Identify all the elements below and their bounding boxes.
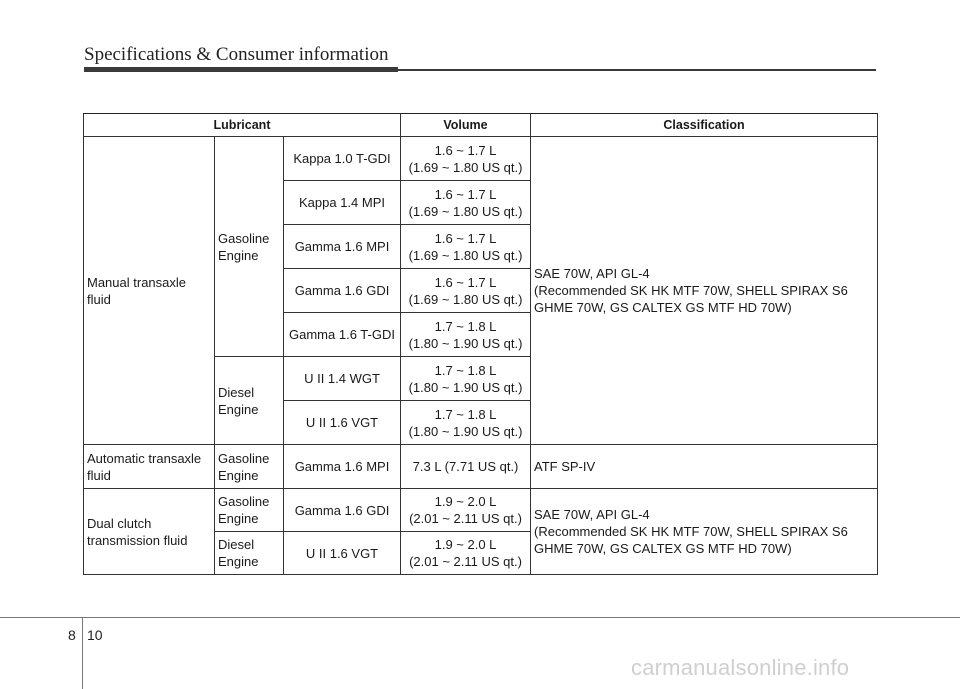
lubricant-dual-clutch: Dual clutch transmission fluid (84, 489, 215, 575)
page-number: 10 (87, 627, 103, 643)
volume-cell: 7.3 L (7.71 US qt.) (401, 445, 531, 489)
volume-cell: 1.9 ~ 2.0 L (2.01 ~ 2.11 US qt.) (401, 532, 531, 575)
fuel-diesel-engine: Diesel Engine (215, 532, 284, 575)
fuel-gasoline-engine: Gasoline Engine (215, 137, 284, 357)
col-header-classification: Classification (531, 114, 878, 137)
table-row (84, 489, 878, 532)
page-title: Specifications & Consumer information (84, 44, 389, 65)
engine-name: U II 1.4 WGT (284, 357, 401, 401)
footer-divider (82, 617, 83, 689)
engine-name: Gamma 1.6 GDI (284, 269, 401, 313)
engine-name: Kappa 1.4 MPI (284, 181, 401, 225)
engine-name: Gamma 1.6 MPI (284, 225, 401, 269)
volume-cell: 1.6 ~ 1.7 L (1.69 ~ 1.80 US qt.) (401, 137, 531, 181)
classification-automatic: ATF SP-IV (531, 445, 878, 489)
header-rule-thin (398, 69, 876, 71)
volume-cell: 1.9 ~ 2.0 L (2.01 ~ 2.11 US qt.) (401, 489, 531, 532)
fuel-diesel-engine: Diesel Engine (215, 357, 284, 445)
volume-cell: 1.7 ~ 1.8 L (1.80 ~ 1.90 US qt.) (401, 357, 531, 401)
engine-name: U II 1.6 VGT (284, 532, 401, 575)
fuel-gasoline-engine: Gasoline Engine (215, 445, 284, 489)
table-header-row (84, 114, 878, 137)
lubricant-manual-transaxle: Manual transaxle fluid (84, 137, 215, 445)
footer-rule (0, 617, 960, 618)
fuel-gasoline-engine: Gasoline Engine (215, 489, 284, 532)
engine-name: Gamma 1.6 MPI (284, 445, 401, 489)
table-row (84, 137, 878, 181)
volume-cell: 1.6 ~ 1.7 L (1.69 ~ 1.80 US qt.) (401, 181, 531, 225)
engine-name: Gamma 1.6 GDI (284, 489, 401, 532)
page-chapter-number: 8 (68, 627, 76, 643)
engine-name: Kappa 1.0 T-GDI (284, 137, 401, 181)
table-row (84, 445, 878, 489)
volume-cell: 1.7 ~ 1.8 L (1.80 ~ 1.90 US qt.) (401, 313, 531, 357)
col-header-volume: Volume (401, 114, 531, 137)
engine-name: U II 1.6 VGT (284, 401, 401, 445)
header-rule-thick (84, 67, 398, 72)
volume-cell: 1.6 ~ 1.7 L (1.69 ~ 1.80 US qt.) (401, 269, 531, 313)
engine-name: Gamma 1.6 T-GDI (284, 313, 401, 357)
lubricant-spec-table (83, 113, 878, 575)
volume-cell: 1.6 ~ 1.7 L (1.69 ~ 1.80 US qt.) (401, 225, 531, 269)
classification-manual: SAE 70W, API GL-4 (Recommended SK HK MTF 70W, SHELL SPIRAX S6 GHME 70W, GS CALTEX GS MTF HD 70W) (531, 137, 878, 445)
classification-dual-clutch: SAE 70W, API GL-4 (Recommended SK HK MTF 70W, SHELL SPIRAX S6 GHME 70W, GS CALTEX GS MTF HD 70W) (531, 489, 878, 575)
lubricant-automatic-transaxle: Automatic transaxle fluid (84, 445, 215, 489)
volume-cell: 1.7 ~ 1.8 L (1.80 ~ 1.90 US qt.) (401, 401, 531, 445)
watermark-text: carmanualsonline.info (631, 655, 850, 680)
col-header-lubricant: Lubricant (84, 114, 401, 137)
